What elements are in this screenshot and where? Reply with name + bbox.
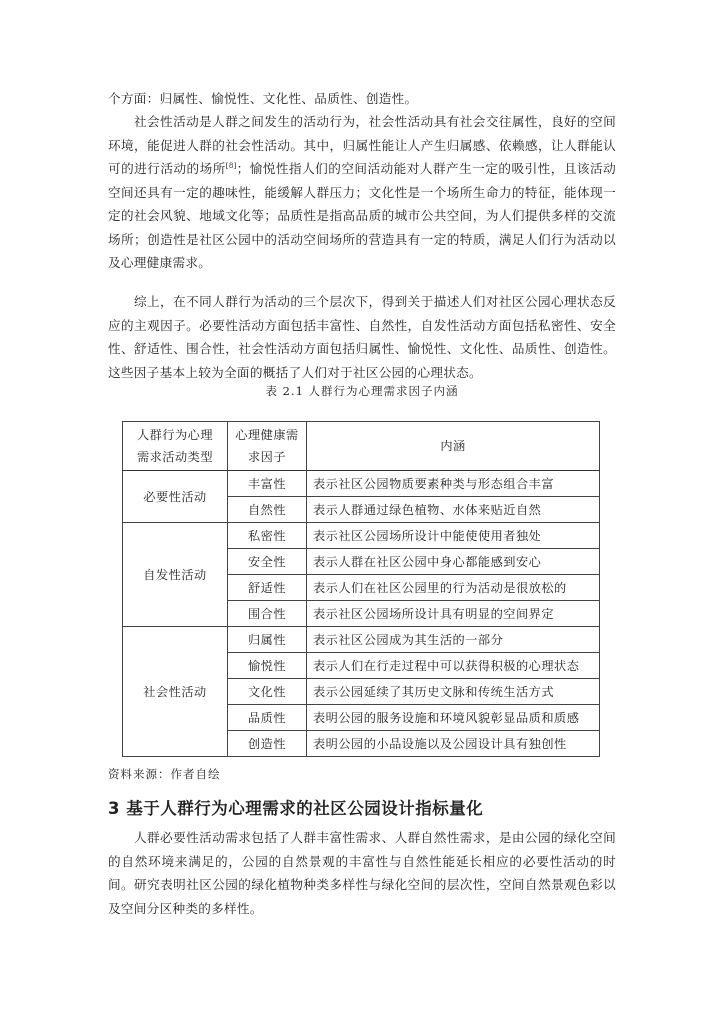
meaning-cell: 表明公园的服务设施和环境风貌彰显品质和质感 [307, 705, 600, 731]
table-row [123, 523, 600, 549]
header-meaning: 内涵 [307, 422, 600, 471]
meaning-cell: 表示人群在社区公园中身心都能感到安心 [307, 549, 600, 575]
table-source-note: 资料来源：作者自绘 [108, 767, 221, 781]
factor-cell: 围合性 [228, 601, 307, 627]
factor-cell: 愉悦性 [228, 653, 307, 679]
table-row [123, 627, 600, 653]
factor-cell: 丰富性 [228, 471, 307, 497]
factor-cell: 安全性 [228, 549, 307, 575]
paragraph-intro-end: 个方面：归属性、愉悦性、文化性、品质性、创造性。 [108, 91, 418, 106]
paragraph-text: ；愉悦性指人们的空间活动能对人群产生一定的吸引性，且该活动空间还具有一定的趣味性，能缓解人群压力；文化性是一个场所生命力的特征，能体现一定的社会风貌、地域文化等；品质性是指高品质的城市公共空间，为人们提供多样的交流场所；创造性是社区公园中的活动空间场所的营造具有一定的特质，满足人们行为活动以及心理健康需求。 [108, 161, 616, 270]
meaning-cell: 表示社区公园物质要素种类与形态组合丰富 [307, 471, 600, 497]
header-activity-type: 人群行为心理 需求活动类型 [123, 422, 228, 471]
meaning-cell: 表示人群通过绿色植物、水体来贴近自然 [307, 497, 600, 523]
section-heading: 3 基于人群行为心理需求的社区公园设计指标量化 [108, 799, 484, 818]
meaning-cell: 表示社区公园成为其生活的一部分 [307, 627, 600, 653]
meaning-cell: 表示公园延续了其历史文脉和传统生活方式 [307, 679, 600, 705]
factor-cell: 文化性 [228, 679, 307, 705]
factor-cell: 品质性 [228, 705, 307, 731]
paragraph-social-activity [108, 110, 616, 275]
header-factor: 心理健康需 求因子 [228, 422, 307, 471]
activity-type-cell: 自发性活动 [123, 523, 228, 627]
paragraph-summary: 综上，在不同人群行为活动的三个层次下，得到关于描述人们对社区公园心理状态反应的主观因子。必要性活动方面包括丰富性、自然性，自发性活动方面包括私密性、安全性、舒适性、围合性，社会性活动方面包括归属性、愉悦性、文化性、品质性、创造性。这些因子基本上较为全面的概括了人们对于社区公园的心理状态。 [108, 294, 616, 380]
factor-table [122, 421, 600, 757]
paragraph-necessary-activity: 人群必要性活动需求包括了人群丰富性需求、人群自然性需求，是由公园的绿化空间的自然环境来满足的，公园的自然景观的丰富性与自然性能延长相应的必要性活动的时间。研究表明社区公园的绿化植物种类多样性与绿化空间的层次性，空间自然景观色彩以及空间分区种类的多样性。 [108, 830, 616, 916]
citation-ref: [8] [225, 161, 237, 170]
paragraph-text: 社会性活动是人群之间发生的活动行为，社会性活动具有社会交往属性，良好的空间环境，能促进人群的社会性活动。其中，归属性能让人产生归属感、依赖感，让人群能认可的进行活动的场所 [108, 114, 616, 176]
activity-type-cell: 必要性活动 [123, 471, 228, 523]
factor-cell: 归属性 [228, 627, 307, 653]
meaning-cell: 表示人们在社区公园里的行为活动是很放松的 [307, 575, 600, 601]
table-caption: 表 2.1 人群行为心理需求因子内涵 [265, 384, 459, 398]
factor-cell: 创造性 [228, 731, 307, 757]
meaning-cell: 表示人们在行走过程中可以获得积极的心理状态 [307, 653, 600, 679]
factor-cell: 舒适性 [228, 575, 307, 601]
table-header-row [123, 422, 600, 471]
table-row [123, 471, 600, 497]
factor-cell: 私密性 [228, 523, 307, 549]
factor-cell: 自然性 [228, 497, 307, 523]
meaning-cell: 表明公园的小品设施以及公园设计具有独创性 [307, 731, 600, 757]
activity-type-cell: 社会性活动 [123, 627, 228, 757]
meaning-cell: 表示社区公园场所设计具有明显的空间界定 [307, 601, 600, 627]
meaning-cell: 表示社区公园场所设计中能使使用者独处 [307, 523, 600, 549]
